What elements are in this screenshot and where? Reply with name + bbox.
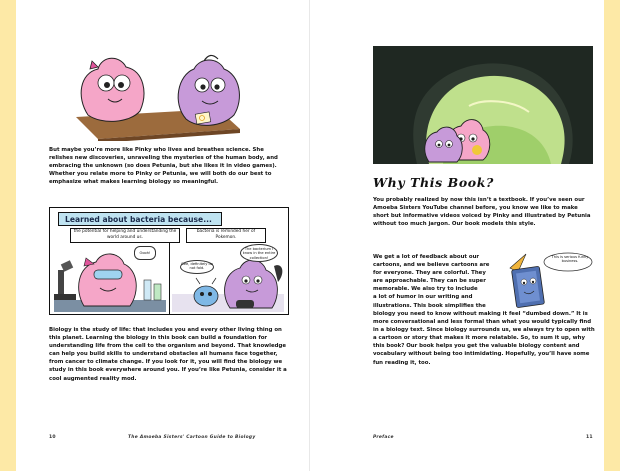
right-paragraph-2-line-1: We get a lot of feedback about our — [373, 254, 480, 260]
bacterium-character-icon — [194, 278, 218, 306]
cave-illustration — [373, 46, 593, 164]
book-character-icon — [511, 266, 544, 308]
right-paragraph-2-rest: biology you need to know without making it feel “dumbed down.” It is more conversational and less formal than what you would typically find in a biology text. Since biology surrounds us, we always try to open with a cartoon or story that makes it more relatable. So, to sum it up, why this book? Our book helps you get the valuable biology content and vocabulary without being too intimidating. Hopefully, you’ll have some fun reading it, too. — [373, 311, 595, 366]
book-spread — [16, 0, 604, 471]
right-page-number: 11 — [586, 435, 593, 440]
bubble-petunia: The bacterium I know in the entire collection! — [240, 244, 278, 262]
right-paragraph-1: You probably realized by now this isn’t a textbook. If you’ve seen our Amoeba Sisters YouTube channel before, you know we like to make short but informative videos voiced by Pinky and illustrated by Petunia without too much jargon. Our book models this style. — [373, 197, 591, 228]
right-running-head: Preface — [373, 435, 394, 440]
comic-banner: Learned about bacteria because... — [58, 212, 222, 226]
pinky-amoeba-icon — [81, 58, 144, 121]
flask-icon — [144, 280, 161, 300]
left-page-number: 10 — [49, 435, 56, 440]
right-paragraph-2-line-5: memorable. We also try to include — [373, 286, 478, 293]
flashlight-icon — [472, 145, 482, 155]
section-heading: Why This Book? — [373, 175, 494, 190]
bubble-pinky: Oooh! — [134, 246, 156, 260]
right-paragraph-2-line-6: a lot of humor in our writing and — [373, 294, 473, 301]
left-page — [16, 0, 310, 471]
right-paragraph-2-line-3: for everyone. They are colorful. They — [373, 270, 486, 277]
left-paragraph-1: But maybe you’re more like Pinky who lives and breathes science. She relishes new discoveries, unraveling the mysteries of the human body, and embracing the unknown (so does Petunia, but she likes it in video games). Whether you relate more to Pinky or Petunia, we will both do our best to emphasize what makes learning biology so meaningful. — [49, 147, 278, 186]
pinky-scientist-icon — [79, 254, 137, 306]
left-paragraph-2: Biology is the study of life: that includes you and every other living thing on this planet. Learning the biology in this book can build a foundation for understanding life from the cell to the organism and beyond. That knowledge can help you build skills to understand obstacles all humans face together, from cancer to climate change. If you look for it, you will find the biology we study in this book everywhere around you. If you’re like Petunia, consider it a cool augmented reality mod. — [49, 327, 287, 382]
comic-caption-right: bacteria is reminded her of Pokemon. — [186, 228, 266, 243]
comic-caption-left: the potential for helping and understanding the world around us. — [70, 228, 180, 243]
game-controller-icon — [236, 300, 254, 308]
right-paragraph-2-line-7: illustrations. This book simplifies the — [373, 302, 486, 309]
right-paragraph-2-line-2: cartoons, and we believe cartoons are — [373, 262, 490, 269]
bubble-bacterium: Gee, definitely do not fold. — [180, 260, 214, 274]
book-bubble-text: This is serious funny business. — [551, 255, 589, 264]
right-paragraph-2-line-4: are approachable. They can be super — [373, 278, 486, 285]
left-running-head: The Amoeba Sisters' Cartoon Guide to Biology — [128, 435, 256, 440]
paper-icon — [195, 112, 211, 124]
microscope-icon — [54, 260, 76, 300]
bacteria-comic-panel — [49, 207, 289, 315]
right-page — [310, 0, 604, 471]
pinky-petunia-table-illustration — [68, 45, 248, 141]
